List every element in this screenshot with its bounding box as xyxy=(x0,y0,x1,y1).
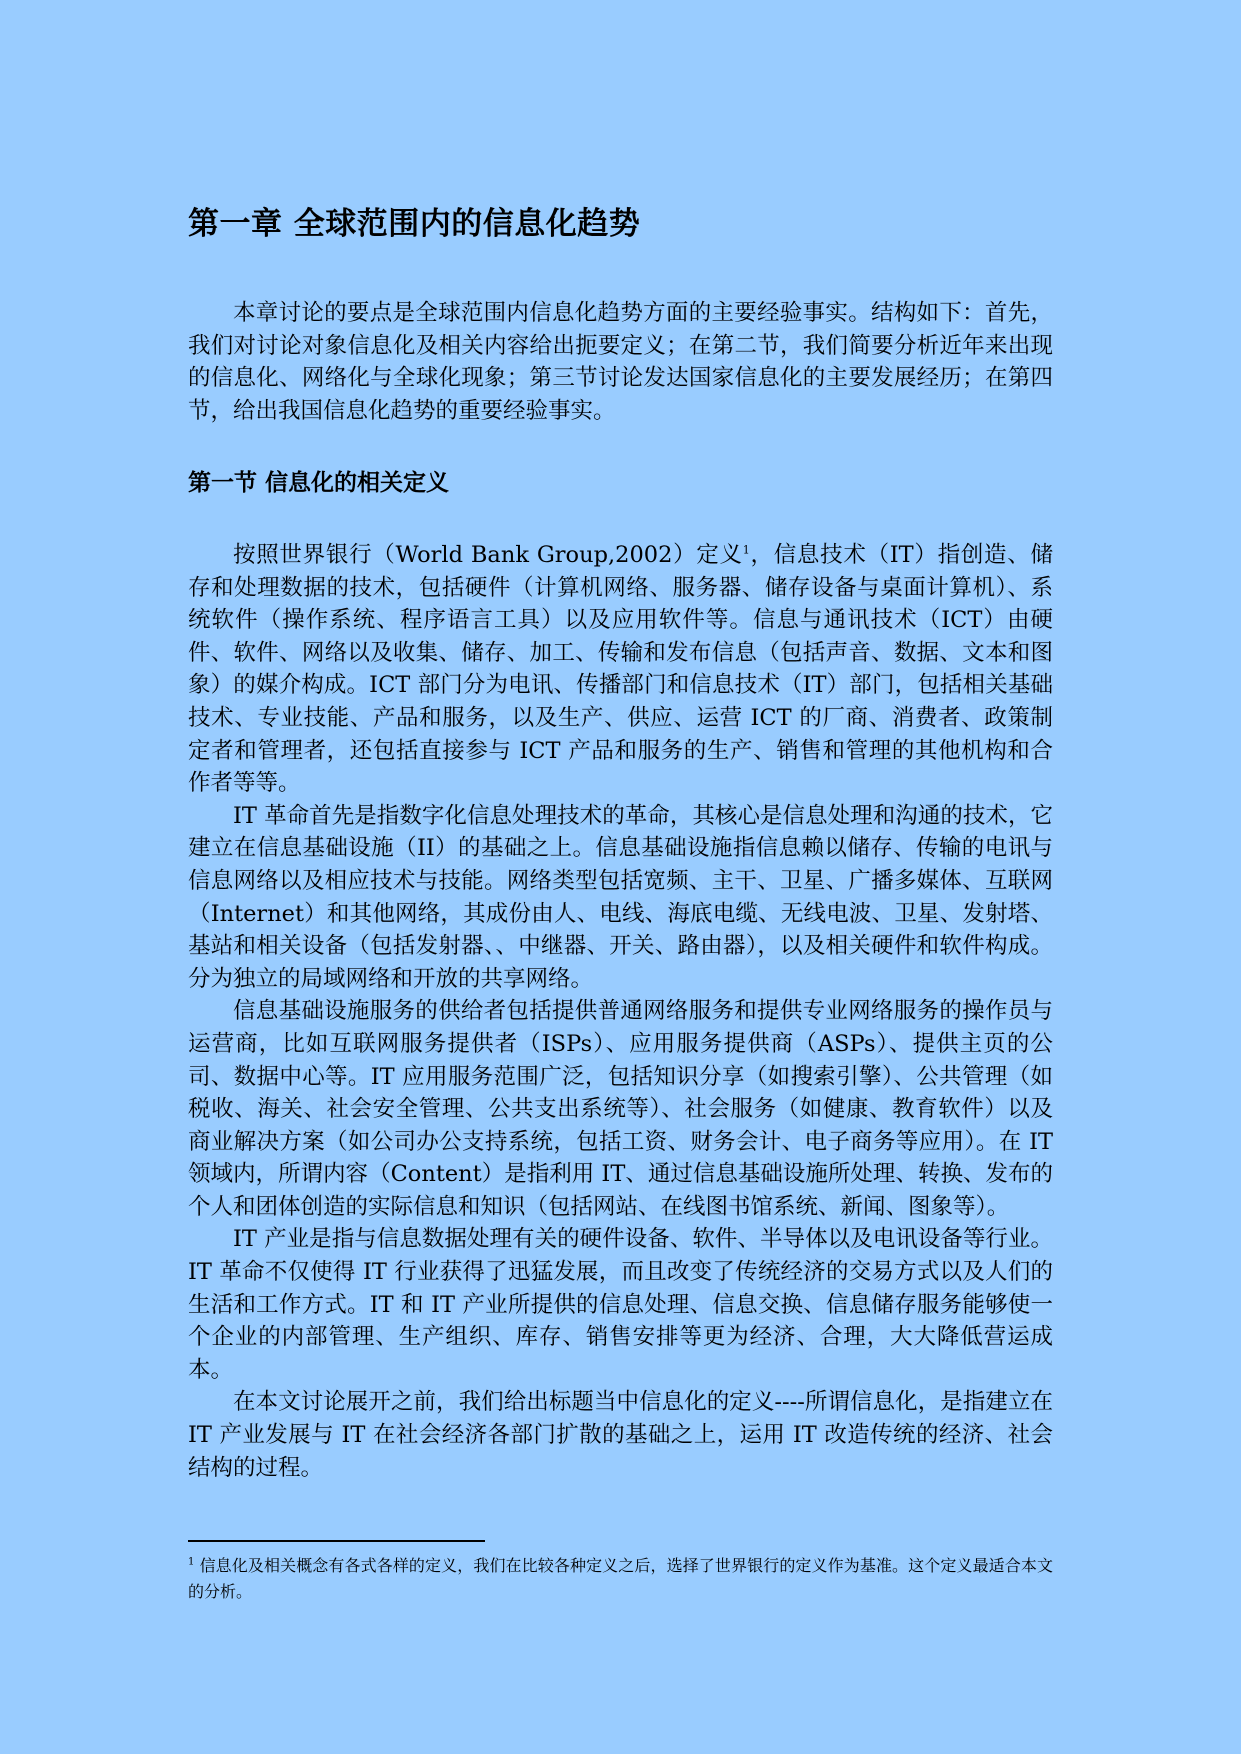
footnote-divider xyxy=(188,1540,485,1542)
footnote-text: 信息化及相关概念有各式各样的定义，我们在比较各种定义之后，选择了世界银行的定义作为基准。这个定义最适合本文的分析。 xyxy=(188,1556,1053,1601)
body-paragraph-2: IT 革命首先是指数字化信息处理技术的革命，其核心是信息处理和沟通的技术，它建立在信息基础设施（II）的基础之上。信息基础设施指信息赖以储存、传输的电讯与信息网络以及相应技术与技能。网络类型包括宽频、主干、卫星、广播多媒体、互联网（Internet）和其他网络，其成份由人、电线、海底电缆、无线电波、卫星、发射塔、基站和相关设备（包括发射器、、中继器、开关、路由器），以及相关硬件和软件构成。分为独立的局域网络和开放的共享网络。 xyxy=(188,802,1053,992)
footnote xyxy=(188,1553,1053,1605)
footnote-reference[interactable]: 1 xyxy=(742,543,750,557)
chapter-title: 第一章 全球范围内的信息化趋势 xyxy=(188,206,641,242)
paragraph-1-lead: 按照世界银行（World Bank Group,2002）定义 xyxy=(233,542,743,568)
section-body xyxy=(188,539,1053,1484)
footnote-marker: 1 xyxy=(188,1556,195,1568)
body-paragraph-3: 信息基础设施服务的供给者包括提供普通网络服务和提供专业网络服务的操作员与运营商，比如互联网服务提供者（ISPs）、应用服务提供商（ASPs）、提供主页的公司、数据中心等。IT 应用服务范围广泛，包括知识分享（如搜索引擎）、公共管理（如税收、海关、社会安全管理、公共支出系统等）、社会服务（如健康、教育软件）以及商业解决方案（如公司办公支持系统，包括工资、财务会计、电子商务等应用）。在 IT 领域内，所谓内容（Content）是指利用 IT、通过信息基础设施所处理、转换、发布的个人和团体创造的实际信息和知识（包括网站、在线图书馆系统、新闻、图象等）。 xyxy=(188,998,1053,1220)
body-paragraph-5: 在本文讨论展开之前，我们给出标题当中信息化的定义----所谓信息化，是指建立在 IT 产业发展与 IT 在社会经济各部门扩散的基础之上，运用 IT 改造传统的经济、社会结构的过程。 xyxy=(188,1389,1053,1481)
section-title: 第一节 信息化的相关定义 xyxy=(188,470,450,496)
chapter-intro-paragraph: 本章讨论的要点是全球范围内信息化趋势方面的主要经验事实。结构如下：首先，我们对讨论对象信息化及相关内容给出扼要定义；在第二节，我们简要分析近年来出现的信息化、网络化与全球化现象；第三节讨论发达国家信息化的主要发展经历；在第四节，给出我国信息化趋势的重要经验事实。 xyxy=(188,300,1053,424)
body-paragraph-1 xyxy=(188,539,1053,800)
paragraph-1-rest: ，信息技术（IT）指创造、储存和处理数据的技术，包括硬件（计算机网络、服务器、储存设备与桌面计算机）、系统软件（操作系统、程序语言工具）以及应用软件等。信息与通讯技术（ICT）由硬件、软件、网络以及收集、储存、加工、传输和发布信息（包括声音、数据、文本和图象）的媒介构成。ICT 部门分为电讯、传播部门和信息技术（IT）部门，包括相关基础技术、专业技能、产品和服务，以及生产、供应、运营 ICT 的厂商、消费者、政策制定者和管理者，还包括直接参与 ICT 产品和服务的生产、销售和管理的其他机构和合作者等等。 xyxy=(188,542,1053,797)
body-paragraph-4: IT 产业是指与信息数据处理有关的硬件设备、软件、半导体以及电讯设备等行业。IT 革命不仅使得 IT 行业获得了迅猛发展，而且改变了传统经济的交易方式以及人们的生活和工作方式。IT 和 IT 产业所提供的信息处理、信息交换、信息储存服务能够使一个企业的内部管理、生产组织、库存、销售安排等更为经济、合理，大大降低营运成本。 xyxy=(188,1226,1053,1383)
